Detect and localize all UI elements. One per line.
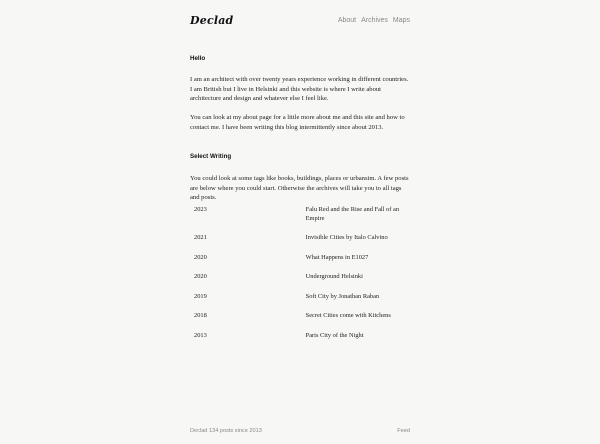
post-title-link[interactable]: What Happens in E1027: [305, 253, 369, 261]
post-title-link[interactable]: Falu Red and the Rise and Fall of an Empire: [305, 206, 400, 222]
post-title-link[interactable]: Soft City by Jonathan Raban: [305, 292, 380, 300]
nav-archives-link[interactable]: Archives: [361, 17, 388, 24]
feed-link[interactable]: Feed: [397, 428, 410, 434]
table-row: [190, 293, 410, 313]
nav-maps-link[interactable]: Maps: [392, 17, 410, 24]
site-logo[interactable]: Declad: [190, 14, 234, 27]
table-row: [190, 254, 410, 274]
posts-table: [190, 206, 410, 352]
table-row: [190, 234, 410, 254]
post-year: 2021: [194, 234, 207, 241]
post-title-link[interactable]: Secret Cities come with Kitchens: [305, 312, 391, 320]
post-year: 2013: [194, 331, 207, 339]
footer-summary: Declad 134 posts since 2013: [190, 428, 262, 434]
post-year: 2019: [194, 292, 207, 300]
select-writing-paragraph: You could look at some tags like books, buildings, places or urbansim. A few posts are below where you could start. Otherwise the archives will take you to all tags and posts.: [190, 175, 409, 202]
site-header: [190, 0, 410, 40]
page-content: [190, 0, 410, 339]
post-title-link[interactable]: Paris City of the Night: [305, 331, 364, 339]
post-title-link[interactable]: Underground Helsinki: [305, 273, 363, 281]
nav-about-link[interactable]: About: [337, 17, 357, 24]
table-row: [190, 273, 410, 293]
post-year: 2018: [194, 312, 207, 320]
post-year: 2020: [194, 273, 207, 281]
main-nav: [335, 17, 410, 24]
select-writing-heading: Select Writing: [190, 153, 232, 160]
hello-paragraph-1: I am an architect with over twenty years experience working in different countries. I am British but I live in Helsinki and this website is where I write about architecture and design and whatever else I feel like.: [190, 76, 409, 103]
hello-heading: Hello: [190, 55, 206, 62]
table-row: [190, 312, 410, 332]
table-row: [190, 206, 410, 234]
post-year: 2023: [194, 206, 207, 213]
hello-paragraph-2: You can look at my about page for a little more about me and this site and how to contact me. I have been writing this blog intermittently since about 2013.: [190, 114, 405, 131]
table-row: [190, 332, 410, 352]
post-title-link[interactable]: Invisible Cities by Italo Calvino: [305, 234, 388, 241]
post-year: 2020: [194, 253, 207, 261]
